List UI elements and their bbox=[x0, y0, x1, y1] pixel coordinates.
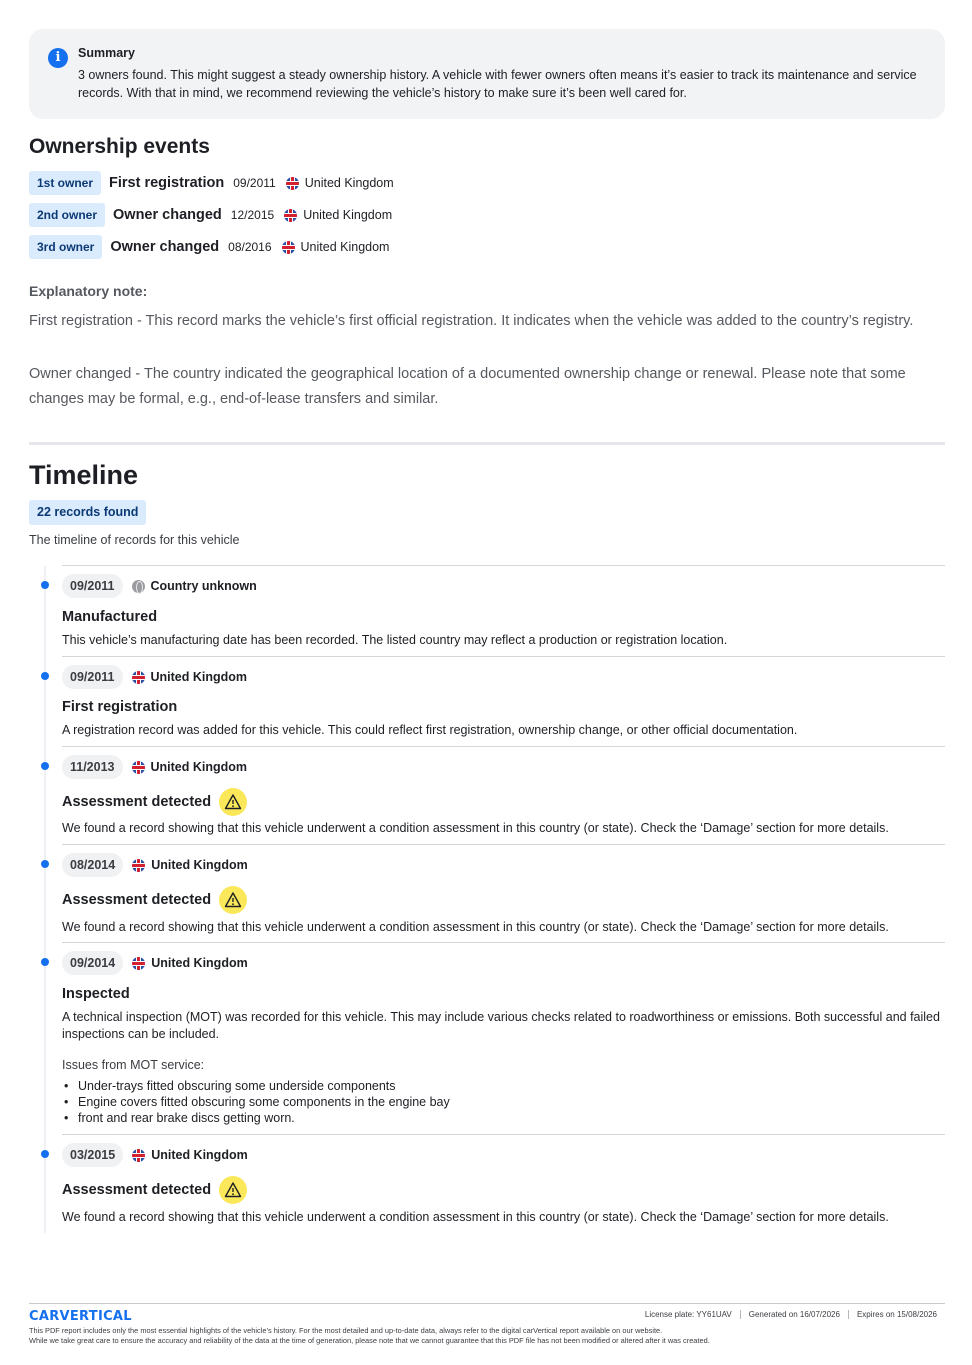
list-item: • front and rear brake discs getting worn. bbox=[62, 1110, 450, 1126]
item-divider bbox=[62, 746, 945, 747]
event-description: We found a record showing that this vehicle underwent a condition assessment in this country (or state). Check the ‘Damage’ section for more details. bbox=[62, 920, 889, 934]
owner-country: United Kingdom bbox=[303, 208, 393, 222]
timeline-dot bbox=[41, 1150, 49, 1158]
timeline-dot bbox=[41, 762, 49, 770]
owner-badge: 1st owner bbox=[29, 171, 101, 195]
summary-title: Summary bbox=[78, 46, 135, 60]
owner-badge: 3rd owner bbox=[29, 235, 102, 259]
item-country: United Kingdom bbox=[151, 956, 248, 970]
event-title bbox=[62, 886, 247, 914]
disclaimer-line-1: This PDF report includes only the most essential highlights of the vehicle’s history. For the most detailed and up-to-date data, always refer to the digital carVertical report available on our website. bbox=[29, 1326, 663, 1335]
ownership-row bbox=[29, 203, 392, 227]
explanatory-note-2: Owner changed - The country indicated the geographical location of a documented ownership change or renewal. Please note that some changes may be formal, e.g., end-of-lease transfers and similar. bbox=[29, 366, 906, 407]
event-title-text: First registration bbox=[62, 699, 178, 715]
footer-divider bbox=[29, 1303, 945, 1304]
item-country: Country unknown bbox=[150, 579, 257, 593]
event-description: This vehicle’s manufacturing date has been recorded. The listed country may reflect a production or registration location. bbox=[62, 633, 728, 647]
explanatory-note-1: First registration - This record marks the vehicle’s first official registration. It indicates when the vehicle was added to the country’s registry. bbox=[29, 313, 914, 329]
issues-label: Issues from MOT service: bbox=[62, 1058, 205, 1072]
owner-date: 09/2011 bbox=[233, 176, 276, 190]
uk-flag-icon bbox=[132, 671, 145, 684]
carvertical-logo: CARVERTICAL bbox=[29, 1309, 132, 1324]
footer-disclaimer bbox=[29, 1326, 945, 1345]
summary-text: 3 owners found. This might suggest a steady ownership history. A vehicle with fewer owners often means it’s easier to track its maintenance and service records. With that in mind, we recommend reviewing the vehicle’s history to make sure it’s been well cared for. bbox=[78, 68, 917, 100]
event-description: We found a record showing that this vehicle underwent a condition assessment in this country (or state). Check the ‘Damage’ section for more details. bbox=[62, 1210, 889, 1224]
owner-country: United Kingdom bbox=[300, 240, 390, 254]
owner-event: Owner changed bbox=[110, 239, 220, 255]
issues-list bbox=[62, 1078, 450, 1126]
event-title bbox=[62, 1176, 247, 1204]
event-title bbox=[62, 609, 157, 625]
item-country: United Kingdom bbox=[150, 760, 248, 774]
uk-flag-icon bbox=[132, 1149, 145, 1162]
expiry-date: Expires on 15/08/2026 bbox=[848, 1310, 945, 1319]
item-divider bbox=[62, 565, 945, 566]
ownership-title: Ownership events bbox=[29, 135, 210, 158]
uk-flag-icon bbox=[132, 761, 145, 774]
event-description: A registration record was added for this vehicle. This could reflect first registration, ownership change, or other official documentation. bbox=[62, 723, 798, 737]
item-divider bbox=[62, 656, 945, 657]
warning-icon bbox=[219, 1176, 247, 1204]
item-country: United Kingdom bbox=[151, 1148, 248, 1162]
date-pill: 09/2011 bbox=[62, 665, 123, 689]
uk-flag-icon bbox=[282, 241, 295, 254]
uk-flag-icon bbox=[284, 209, 297, 222]
globe-icon bbox=[132, 580, 145, 593]
item-divider bbox=[62, 942, 945, 943]
owner-date: 08/2016 bbox=[228, 240, 272, 254]
section-divider bbox=[29, 442, 945, 445]
generated-date: Generated on 16/07/2026 bbox=[740, 1310, 848, 1319]
owner-country: United Kingdom bbox=[304, 176, 394, 190]
footer-meta bbox=[637, 1310, 945, 1319]
ownership-row bbox=[29, 235, 389, 259]
timeline-dot bbox=[41, 672, 49, 680]
records-count-badge: 22 records found bbox=[29, 500, 146, 525]
date-pill: 09/2011 bbox=[62, 574, 123, 598]
owner-event: First registration bbox=[109, 175, 225, 191]
owner-event: Owner changed bbox=[113, 207, 222, 223]
event-title bbox=[62, 986, 130, 1002]
timeline-dot bbox=[41, 958, 49, 966]
owner-date: 12/2015 bbox=[230, 208, 275, 222]
event-title-text: Manufactured bbox=[62, 609, 158, 625]
uk-flag-icon bbox=[132, 859, 145, 872]
item-country: United Kingdom bbox=[151, 858, 248, 872]
date-pill: 08/2014 bbox=[62, 853, 123, 877]
date-pill: 03/2015 bbox=[62, 1143, 123, 1167]
timeline-dot bbox=[41, 860, 49, 868]
item-divider bbox=[62, 1134, 945, 1135]
timeline-dot bbox=[41, 581, 49, 589]
disclaimer-line-2: While we take great care to ensure the accuracy and reliability of the data at the time of generation, please note that we cannot guarantee that this PDF file has not been modified or altered after it was created. bbox=[29, 1335, 710, 1345]
info-icon: i bbox=[48, 48, 68, 68]
date-pill: 09/2014 bbox=[62, 951, 123, 975]
timeline-subtitle: The timeline of records for this vehicle bbox=[29, 533, 240, 547]
date-pill: 11/2013 bbox=[62, 755, 123, 779]
license-plate: License plate: YY61UAV bbox=[644, 1310, 732, 1319]
event-title bbox=[62, 788, 247, 816]
uk-flag-icon bbox=[286, 177, 299, 190]
item-divider bbox=[62, 844, 945, 845]
event-title-text: Assessment detected bbox=[62, 1182, 212, 1198]
warning-icon bbox=[219, 886, 247, 914]
event-title-text: Assessment detected bbox=[62, 892, 212, 908]
timeline-title: Timeline bbox=[29, 460, 139, 490]
list-item: • Under-trays fitted obscuring some underside components bbox=[62, 1078, 450, 1094]
uk-flag-icon bbox=[132, 957, 145, 970]
summary-box bbox=[29, 29, 945, 119]
warning-icon bbox=[219, 788, 247, 816]
owner-badge: 2nd owner bbox=[29, 203, 105, 227]
event-description: A technical inspection (MOT) was recorded for this vehicle. This may include various checks related to roadworthiness or emissions. Both successful and failed inspections can be included. bbox=[62, 1010, 940, 1041]
event-title-text: Inspected bbox=[62, 986, 130, 1002]
timeline-line bbox=[44, 566, 46, 1233]
list-item: • Engine covers fitted obscuring some components in the engine bay bbox=[62, 1094, 450, 1110]
event-title bbox=[62, 699, 177, 715]
event-title-text: Assessment detected bbox=[62, 794, 212, 810]
ownership-row bbox=[29, 171, 394, 195]
item-country: United Kingdom bbox=[150, 670, 248, 684]
explanatory-note-title: Explanatory note: bbox=[29, 283, 148, 299]
event-description: We found a record showing that this vehicle underwent a condition assessment in this country (or state). Check the ‘Damage’ section for more details. bbox=[62, 821, 889, 835]
